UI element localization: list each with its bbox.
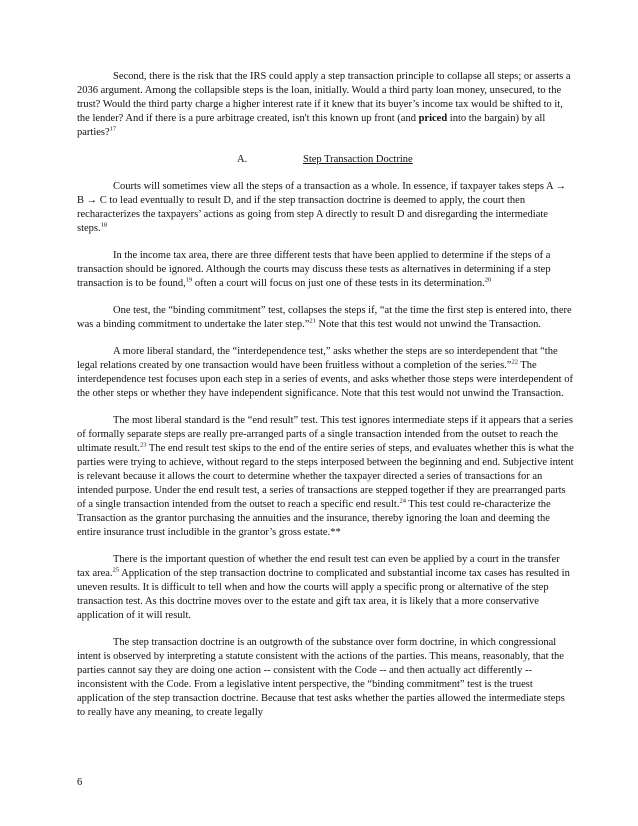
paragraph-text: This test could re-characterize the Transaction as the grantor purchasing the annuities and the insurance, thereby ignoring the loan and deeming the entire insurance trust includible in the grantor’s gross estate.** [77, 499, 551, 538]
paragraph-text: In the income tax area, there are three different tests that have been applied to determine if the steps of a transaction should be ignored. Although the courts may discuss these tests as alternatives in determining if a step transaction is to be found, [77, 250, 551, 289]
paragraph-text: Second, there is the risk that the IRS could apply a step transaction principle to collapse all steps; or asserts a 2036 argument. Among the collapsible steps is the loan, initially. Would a third party loan money, unsecured, to the trust? Would the third party charge a higher interest rate if it knew that its buyer’s income tax would be shifted to it, the lender? And if there is a pure arbitrage created, isn't this known up front (and [77, 71, 571, 124]
paragraph-text: One test, the “binding commitment” test, collapses the steps if, “at the time the first step is entered into, there was a binding commitment to undertake the later step.” [77, 305, 572, 330]
paragraph-text: A more liberal standard, the “interdependence test,” asks whether the steps are so interdependent that “the legal relations created by one transaction would have been fruitless without a completion of the series.” [77, 346, 558, 371]
paragraph-text: The end result test skips to the end of the entire series of steps, and evaluates whether this is what the parties were trying to achieve, without regard to the steps interposed between the beginning and end. Subjective intent is relevant because it allows the court to determine whether the taxpayer directed a series of transactions for an intended purpose. Under the end result test, a series of transactions are stepped together if they are prearranged parts of a single transaction intended from the outset to reach a specific end result. [77, 443, 574, 510]
footnote-ref: 24 [399, 497, 406, 505]
paragraph-end-result [77, 414, 574, 540]
footnote-ref: 18 [100, 221, 108, 229]
paragraph-interdependence [77, 345, 574, 401]
paragraph-text: into the bargain) by all parties? [77, 113, 546, 138]
footnote-ref: 21 [309, 317, 316, 325]
paragraph-text: Note that this test would not unwind the Transaction. [315, 319, 542, 330]
paragraph-text: The step transaction doctrine is an outgrowth of the substance over form doctrine, in which congressional intent is observed by interpreting a statute consistent with the actions of the parties. This means, reasonably, that the parties cannot say they are doing one action -- consistent with the Code -- and then actually act differently -- inconsistent with the Code. From a legislative intent perspective, the “binding commitment” test is the truest application of the step transaction doctrine. Because that test asks whether the parties allowed the intermediate steps to really have any meaning, to create legally [77, 637, 565, 718]
paragraph-binding-commitment [77, 304, 574, 332]
footnote-ref: 22 [511, 358, 518, 366]
paragraph-text: Courts will sometimes view all the steps of a transaction as a whole. In essence, if taxpayer takes steps A → B → C to lead eventually to result D, and if the step transaction doctrine is deemed to apply, the court then recharacterizes the taxpayers’ actions as going from step A directly to result D and disregarding the intermediate steps. [77, 181, 567, 234]
section-heading [77, 153, 574, 167]
paragraph-text: There is the important question of whether the end result test can even be applied by a court in the transfer tax area. [77, 554, 560, 579]
paragraph-text: The interdependence test focuses upon each step in a series of events, and asks whether those steps were interdependent of the other steps or whether they have independent significance. Note that this test would not unwind the Transaction. [77, 360, 573, 399]
paragraph-transfer-tax [77, 553, 574, 623]
paragraph-substance-over-form [77, 636, 574, 720]
page-number: 6 [77, 777, 83, 788]
bold-word: priced [418, 113, 448, 124]
paragraph-irs-risk [77, 70, 574, 140]
paragraph-courts-view [77, 180, 574, 236]
paragraph-three-tests [77, 249, 574, 291]
section-title: Step Transaction Doctrine [303, 154, 413, 165]
paragraph-text: Application of the step transaction doctrine to complicated and substantial income tax cases has resulted in uneven results. It is difficult to tell when and how the courts will apply a specific prong or alternative of the step transaction test. As this doctrine moves over to the estate and gift tax area, it is likely that a more conservative application of it will result. [77, 568, 570, 621]
footnote-ref: 25 [112, 566, 120, 574]
footnote-ref: 23 [140, 441, 147, 449]
footnote-ref: 17 [109, 125, 117, 133]
footnote-ref: 19 [185, 276, 193, 284]
paragraph-text: The most liberal standard is the “end result” test. This test ignores intermediate steps if it appears that a series of formally separate steps are really pre-arranged parts of a single transaction intended from the outset to reach the ultimate result. [77, 415, 573, 454]
paragraph-text: often a court will focus on just one of these tests in its determination. [192, 278, 485, 289]
section-letter: A. [237, 154, 248, 165]
footnote-ref: 20 [484, 276, 492, 284]
